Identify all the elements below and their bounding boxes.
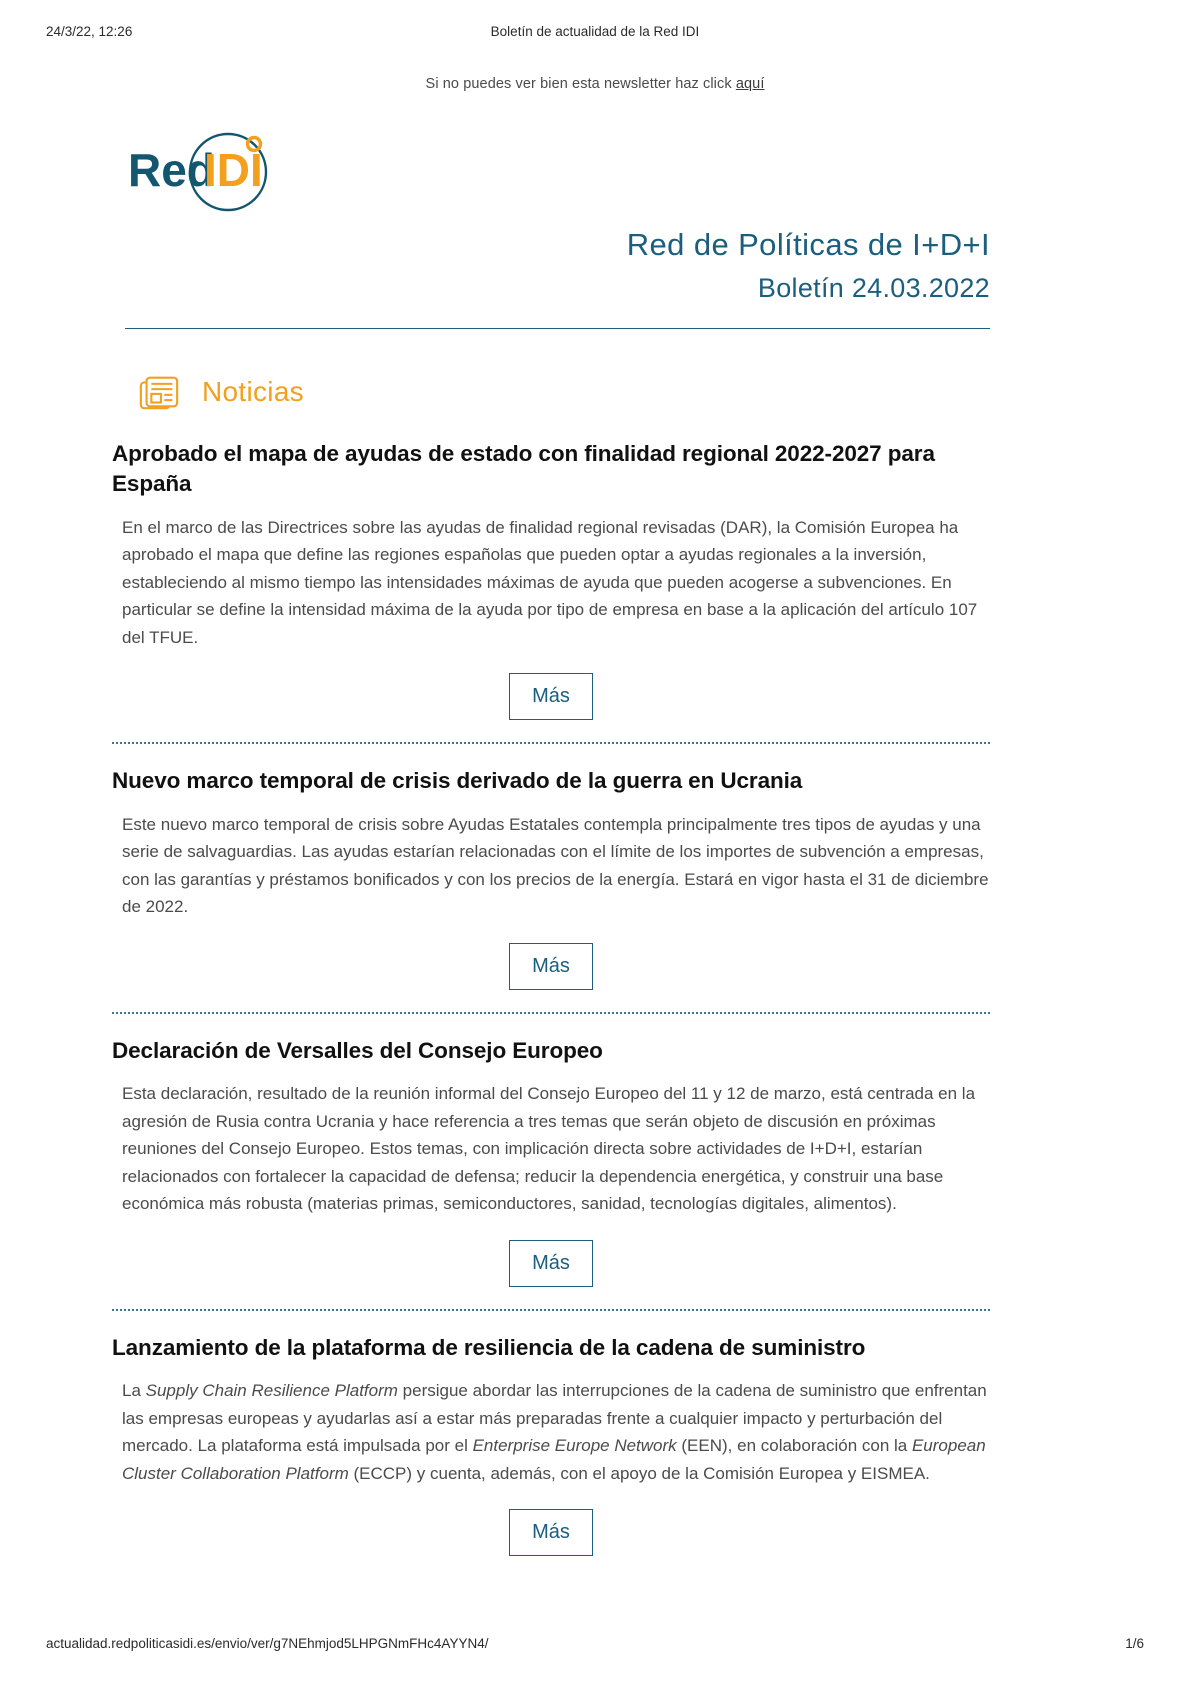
article-body: Esta declaración, resultado de la reunión informal del Consejo Europeo del 11 y 12 de marzo, está centrada en la agresión de Rusia contra Ucrania y hace referencia a tres temas que serán objeto de discusión en próximas reuniones del Consejo Europeo. Estos temas, con implicación directa sobre actividades de I+D+I, estarían relacionados con fortalecer la capacidad de defensa; reducir la dependencia energética, y construir una base económica más robusta (materias primas, semiconductores, sanidad, tecnologías digitales, alimentos).: [122, 1084, 976, 1214]
article-title: Lanzamiento de la plataforma de resiliencia de la cadena de suministro: [112, 1334, 866, 1360]
svg-text:IDI: IDI: [204, 144, 263, 196]
article-title: Aprobado el mapa de ayudas de estado con finalidad regional 2022-2027 para España: [112, 440, 935, 497]
article-item: [112, 1016, 990, 1313]
masthead-title: Red de Políticas de I+D+I: [626, 227, 990, 262]
more-button[interactable]: Más: [509, 1240, 593, 1287]
article-divider: [112, 1309, 990, 1311]
article-action-row: [112, 943, 990, 990]
masthead-rule: [125, 328, 990, 329]
print-header: [0, 24, 1190, 44]
article-body: En el marco de las Directrices sobre las ayudas de finalidad regional revisadas (DAR), la Comisión Europea ha aprobado el mapa que define las regiones españolas que pueden optar a ayudas regionales a la inversión, estableciendo al mismo tiempo las intensidades máximas de ayuda que pueden acogerse a subvenciones. En particular se define la intensidad máxima de la ayuda por tipo de empresa en base a la aplicación del artículo 107 del TFUE.: [122, 517, 978, 647]
more-button[interactable]: Más: [509, 673, 593, 720]
section-header-noticias: [138, 371, 1190, 413]
section-label: Noticias: [202, 375, 304, 407]
masthead: [120, 226, 990, 306]
article-action-row: [112, 673, 990, 720]
view-online-notice: [0, 76, 1190, 92]
print-footer-url: actualidad.redpoliticasidi.es/envio/ver/g7NEhmjod5LHPGNmFHc4AYYN4/: [46, 1636, 489, 1651]
newspaper-icon: [138, 371, 180, 413]
article-item: [112, 746, 990, 1016]
articles-list: [112, 439, 990, 1558]
svg-text:Red: Red: [128, 144, 215, 196]
article-title: Nuevo marco temporal de crisis derivado de la guerra en Ucrania: [112, 768, 803, 794]
article-body: La Supply Chain Resilience Platform persigue abordar las interrupciones de la cadena de suministro que enfrentan las empresas europeas y ayudarlas así a estar más preparadas frente a cualquier impacto y perturbación del mercado. La plataforma está impulsada por el Enterprise Europe Network (EEN), en colaboración con la European Cluster Collaboration Platform (ECCP) y cuenta, además, con el apoyo de la Comisión Europea y EISMEA.: [122, 1381, 987, 1483]
article-title: Declaración de Versalles del Consejo Europeo: [112, 1037, 603, 1063]
article-body: Este nuevo marco temporal de crisis sobre Ayudas Estatales contempla principalmente tres tipos de ayudas y una serie de salvaguardias. Las ayudas estarían relacionadas con el límite de los importes de subvención a empresas, con las garantías y préstamos bonificados y con los precios de la energía. Estará en vigor hasta el 31 de diciembre de 2022.: [122, 814, 989, 917]
newsletter-sheet: [0, 62, 1190, 1558]
article-item: [112, 1313, 990, 1559]
print-footer-page: 1/6: [1125, 1636, 1144, 1651]
print-header-datetime: 24/3/22, 12:26: [46, 24, 133, 39]
print-header-title: Boletín de actualidad de la Red IDI: [490, 24, 700, 39]
article-divider: [112, 742, 990, 744]
print-footer: [0, 1636, 1190, 1656]
masthead-subtitle: Boletín 24.03.2022: [757, 272, 990, 303]
view-online-link[interactable]: aquí: [735, 76, 765, 92]
redidi-logo: [120, 124, 300, 220]
more-button[interactable]: Más: [509, 943, 593, 990]
article-item: [112, 439, 990, 746]
article-action-row: [112, 1509, 990, 1556]
article-divider: [112, 1012, 990, 1014]
redidi-logo-svg: [120, 124, 300, 220]
article-action-row: [112, 1240, 990, 1287]
more-button[interactable]: Más: [509, 1509, 593, 1556]
view-online-text: Si no puedes ver bien esta newsletter haz click: [425, 76, 736, 92]
brand-logo-wrap: [0, 124, 1190, 220]
